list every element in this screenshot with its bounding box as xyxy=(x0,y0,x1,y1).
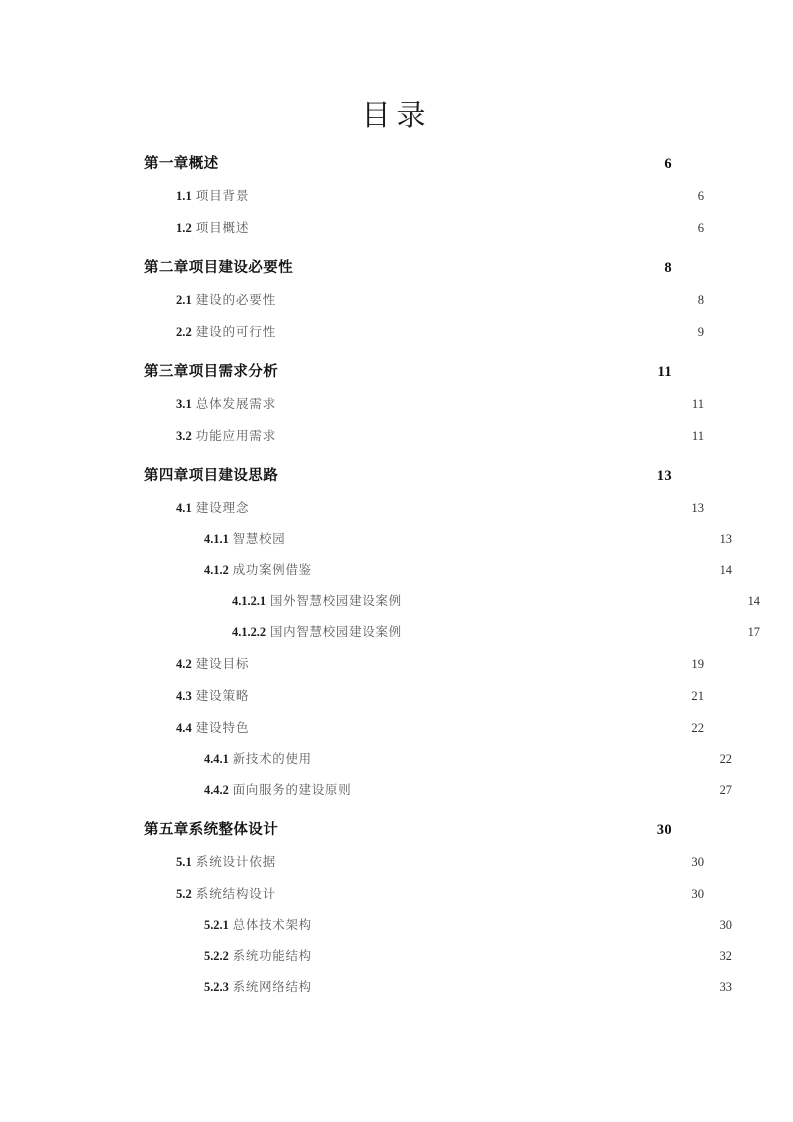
toc-entry-number: 4.1.2 xyxy=(204,563,229,577)
toc-entry-number: 4.1.1 xyxy=(204,532,229,546)
toc-entry-title: 建设理念 xyxy=(195,501,250,515)
toc-entry-label xyxy=(176,492,251,524)
toc-entry-label: 第一章概述 xyxy=(144,156,219,172)
toc-entry-title: 国内智慧校园建设案例 xyxy=(269,625,402,639)
toc-entry-level-2[interactable] xyxy=(176,388,704,420)
toc-entry-number: 4.4 xyxy=(176,721,192,735)
toc-entry-page-number: 11 xyxy=(691,429,704,443)
toc-entry-title: 建设的可行性 xyxy=(195,325,277,339)
toc-entry-level-2[interactable] xyxy=(176,212,704,244)
toc-entry-level-2[interactable] xyxy=(176,878,704,910)
toc-entry-title: 智慧校园 xyxy=(232,532,286,546)
toc-leader-dots xyxy=(287,531,717,543)
toc-leader-dots xyxy=(251,499,689,512)
toc-entry-label xyxy=(204,555,314,586)
toc-entry-number: 4.4.2 xyxy=(204,783,229,797)
toc-entry-label xyxy=(204,775,353,806)
toc-leader-dots xyxy=(251,719,689,732)
toc-leader-dots xyxy=(295,258,662,273)
toc-entry-label xyxy=(176,648,251,680)
toc-entry-page-number: 6 xyxy=(697,221,704,235)
toc-entry-title: 系统网络结构 xyxy=(232,980,312,994)
toc-entry-number: 5.2.2 xyxy=(204,949,229,963)
toc-entry-level-3[interactable] xyxy=(204,524,732,555)
toc-entry-level-1[interactable] xyxy=(144,356,672,388)
toc-entry-label xyxy=(204,744,314,775)
toc-entry-level-1[interactable] xyxy=(144,814,672,846)
toc-entry-level-3[interactable] xyxy=(204,941,732,972)
toc-entry-label xyxy=(232,586,404,617)
toc-leader-dots xyxy=(221,154,663,169)
toc-entry-level-2[interactable] xyxy=(176,284,704,316)
toc-entry-title: 系统设计依据 xyxy=(195,855,277,869)
toc-entry-page-number: 8 xyxy=(697,293,704,307)
toc-leader-dots xyxy=(280,466,655,481)
toc-entry-number: 4.4.1 xyxy=(204,752,229,766)
toc-entry-level-3[interactable] xyxy=(204,775,732,806)
page-title: 目录 xyxy=(361,100,432,132)
toc-entry-page-number: 17 xyxy=(747,625,760,639)
toc-entry-page-number: 22 xyxy=(719,752,732,766)
toc-entry-page-number: 11 xyxy=(657,364,672,380)
toc-entry-number: 5.1 xyxy=(176,855,192,869)
toc-entry-level-2[interactable] xyxy=(176,712,704,744)
toc-entry-page-number: 30 xyxy=(719,918,732,932)
toc-leader-dots xyxy=(314,917,718,929)
toc-entry-level-2[interactable] xyxy=(176,316,704,348)
toc-entry-title: 总体发展需求 xyxy=(195,397,277,411)
toc-entry-page-number: 13 xyxy=(656,468,672,484)
toc-entry-number: 1.1 xyxy=(176,189,192,203)
toc-leader-dots xyxy=(278,885,689,898)
toc-entry-label xyxy=(176,212,251,244)
toc-entry-number: 4.1.2.1 xyxy=(232,594,267,608)
toc-entry-title: 总体技术架构 xyxy=(232,918,312,932)
toc-entry-number: 4.2 xyxy=(176,657,192,671)
toc-entry-level-2[interactable] xyxy=(176,680,704,712)
toc-entry-label xyxy=(232,617,404,648)
toc-leader-dots xyxy=(314,751,718,763)
toc-leader-dots xyxy=(280,362,655,377)
toc-entry-level-3[interactable] xyxy=(204,555,732,586)
toc-entry-label xyxy=(176,420,278,452)
toc-entry-page-number: 21 xyxy=(691,689,704,703)
toc-entry-page-number: 9 xyxy=(697,325,704,339)
toc-entry-label xyxy=(176,712,251,744)
toc-leader-dots xyxy=(251,655,689,668)
toc-entry-page-number: 30 xyxy=(691,855,704,869)
toc-entry-page-number: 30 xyxy=(691,887,704,901)
toc-leader-dots xyxy=(278,427,690,440)
toc-entry-page-number: 14 xyxy=(747,594,760,608)
toc-entry-title: 国外智慧校园建设案例 xyxy=(269,594,402,608)
toc-entry-label xyxy=(204,972,314,1003)
toc-entry-label xyxy=(176,180,251,212)
toc-entry-level-3[interactable] xyxy=(204,910,732,941)
toc-leader-dots xyxy=(314,979,718,991)
toc-leader-dots xyxy=(404,593,746,605)
toc-entry-page-number: 6 xyxy=(664,156,672,172)
toc-entry-title: 新技术的使用 xyxy=(232,752,312,766)
toc-entry-level-3[interactable] xyxy=(204,972,732,1003)
toc-entry-label xyxy=(204,524,287,555)
toc-leader-dots xyxy=(251,687,689,700)
toc-entry-page-number: 33 xyxy=(719,980,732,994)
toc-entry-level-3[interactable] xyxy=(204,744,732,775)
toc-entry-label xyxy=(204,910,314,941)
toc-entry-label xyxy=(204,941,314,972)
toc-leader-dots xyxy=(278,291,696,304)
toc-entry-number: 5.2 xyxy=(176,887,192,901)
toc-leader-dots xyxy=(404,624,746,636)
toc-entry-number: 4.1.2.2 xyxy=(232,625,267,639)
toc-entry-level-4[interactable] xyxy=(232,617,760,648)
toc-entry-title: 项目背景 xyxy=(195,189,250,203)
toc-leader-dots xyxy=(280,820,655,835)
toc-entry-title: 面向服务的建设原则 xyxy=(232,783,352,797)
toc-entry-page-number: 6 xyxy=(697,189,704,203)
toc-entry-level-4[interactable] xyxy=(232,586,760,617)
toc-entry-title: 成功案例借鉴 xyxy=(232,563,312,577)
toc-entry-page-number: 27 xyxy=(719,783,732,797)
toc-leader-dots xyxy=(278,323,696,336)
toc-entry-page-number: 11 xyxy=(691,397,704,411)
toc-leader-dots xyxy=(278,853,689,866)
toc-entry-page-number: 22 xyxy=(691,721,704,735)
toc-entry-level-2[interactable] xyxy=(176,420,704,452)
toc-leader-dots xyxy=(251,219,695,232)
toc-entry-level-2[interactable] xyxy=(176,846,704,878)
toc-entry-title: 建设目标 xyxy=(195,657,250,671)
toc-entry-level-1[interactable] xyxy=(144,460,672,492)
toc-entry-title: 系统结构设计 xyxy=(195,887,277,901)
toc-entry-number: 4.3 xyxy=(176,689,192,703)
toc-entry-number: 5.2.3 xyxy=(204,980,229,994)
toc-entry-label: 第三章项目需求分析 xyxy=(144,364,279,380)
toc-entry-label: 第四章项目建设思路 xyxy=(144,468,279,484)
toc-leader-dots xyxy=(353,782,717,794)
toc-entry-page-number: 30 xyxy=(656,822,672,838)
toc-entry-page-number: 8 xyxy=(664,260,672,276)
toc-leader-dots xyxy=(314,948,718,960)
toc-leader-dots xyxy=(278,395,690,408)
toc-entry-label xyxy=(176,878,278,910)
toc-entry-page-number: 32 xyxy=(719,949,732,963)
toc-entry-number: 2.2 xyxy=(176,325,192,339)
toc-entry-title: 项目概述 xyxy=(195,221,250,235)
toc-entry-level-1[interactable] xyxy=(144,148,672,180)
toc-entry-label xyxy=(176,680,251,712)
toc-entry-title: 建设特色 xyxy=(195,721,250,735)
toc-leader-dots xyxy=(251,187,695,200)
toc-entry-page-number: 13 xyxy=(691,501,704,515)
toc-entry-number: 3.2 xyxy=(176,429,192,443)
toc-entry-title: 系统功能结构 xyxy=(232,949,312,963)
toc-entry-label xyxy=(176,284,278,316)
toc-list xyxy=(144,148,760,1003)
toc-entry-level-2[interactable] xyxy=(176,648,704,680)
toc-entry-number: 1.2 xyxy=(176,221,192,235)
toc-entry-page-number: 14 xyxy=(719,563,732,577)
toc-entry-title: 功能应用需求 xyxy=(195,429,277,443)
toc-entry-number: 4.1 xyxy=(176,501,192,515)
toc-leader-dots xyxy=(314,562,718,574)
toc-entry-label xyxy=(176,846,278,878)
toc-entry-number: 3.1 xyxy=(176,397,192,411)
toc-entry-page-number: 13 xyxy=(719,532,732,546)
toc-entry-label xyxy=(176,316,278,348)
toc-entry-level-2[interactable] xyxy=(176,492,704,524)
toc-entry-title: 建设的必要性 xyxy=(195,293,277,307)
toc-entry-title: 建设策略 xyxy=(195,689,250,703)
toc-entry-label: 第二章项目建设必要性 xyxy=(144,260,293,276)
toc-entry-number: 5.2.1 xyxy=(204,918,229,932)
toc-entry-level-1[interactable] xyxy=(144,252,672,284)
toc-entry-page-number: 19 xyxy=(691,657,704,671)
toc-entry-label xyxy=(176,388,278,420)
toc-entry-label: 第五章系统整体设计 xyxy=(144,822,279,838)
toc-entry-level-2[interactable] xyxy=(176,180,704,212)
toc-entry-number: 2.1 xyxy=(176,293,192,307)
